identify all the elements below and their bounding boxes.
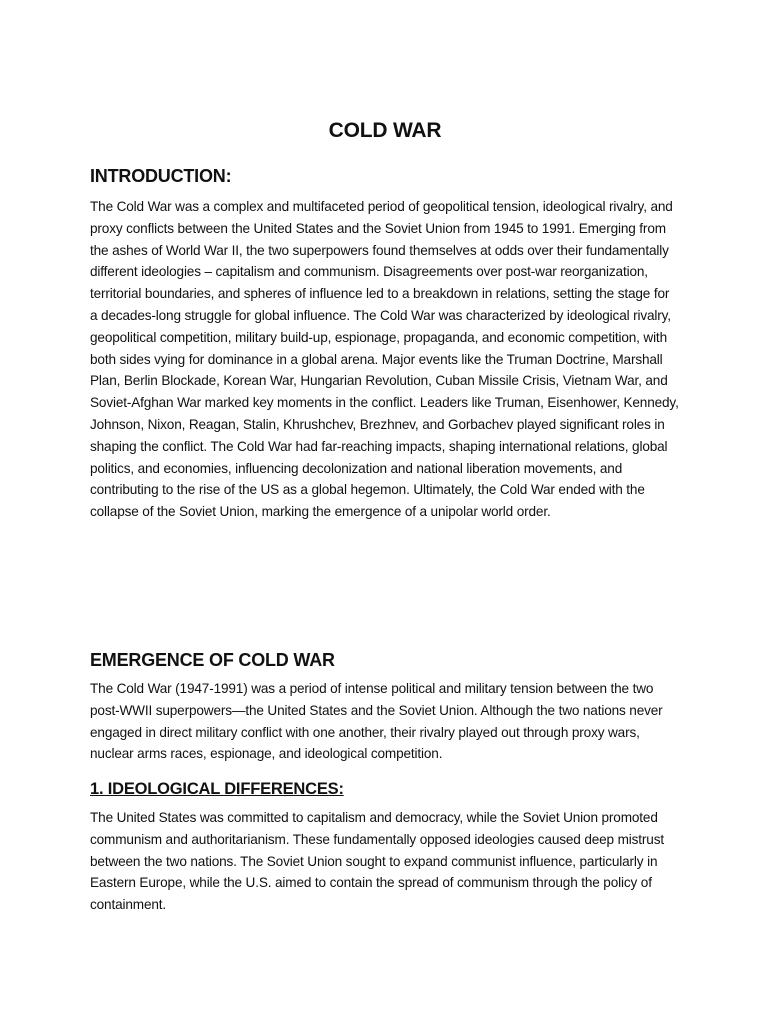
emergence-heading: EMERGENCE OF COLD WAR xyxy=(90,650,335,670)
introduction-heading: INTRODUCTION: xyxy=(90,166,232,186)
introduction-paragraph: The Cold War was a complex and multifaceted period of geopolitical tension, ideological rivalry, and proxy conflicts between the United States and the Soviet Union from 1945 to 1991. Emerging from the ashes of World War II, the two superpowers found themselves at odds over their fundamentally different ideologies – capitalism and communism. Disagreements over post-war reorganization, territorial boundaries, and spheres of influence led to a breakdown in relations, setting the stage for a decades-long struggle for global influence. The Cold War was characterized by ideological rivalry, geopolitical competition, military build-up, espionage, propaganda, and economic competition, with both sides vying for dominance in a global arena. Major events like the Truman Doctrine, Marshall Plan, Berlin Blockade, Korean War, Hungarian Revolution, Cuban Missile Crisis, Vietnam War, and Soviet-Afghan War marked key moments in the conflict. Leaders like Truman, Eisenhower, Kennedy, Johnson, Nixon, Reagan, Stalin, Khrushchev, Brezhnev, and Gorbachev played significant roles in shaping the conflict. The Cold War had far-reaching impacts, shaping international relations, global politics, and economies, influencing decolonization and national liberation movements, and contributing to the rise of the US as a global hegemon. Ultimately, the Cold War ended with the collapse of the Soviet Union, marking the emergence of a unipolar world order. xyxy=(90,199,679,520)
document-title: COLD WAR xyxy=(328,119,442,142)
emergence-paragraph: The Cold War (1947-1991) was a period of intense political and military tension between the two post-WWII superpowers—the United States and the Soviet Union. Although the two nations never engaged in direct military conflict with one another, their rivalry played out through proxy wars, nuclear arms races, espionage, and ideological competition. xyxy=(90,681,663,762)
ideological-differences-paragraph: The United States was committed to capitalism and democracy, while the Soviet Union promoted communism and authoritarianism. These fundamentally opposed ideologies caused deep mistrust between the two nations. The Soviet Union sought to expand communist influence, particularly in Eastern Europe, while the U.S. aimed to contain the spread of communism through the policy of containment. xyxy=(90,810,664,913)
ideological-differences-heading: 1. IDEOLOGICAL DIFFERENCES: xyxy=(90,780,344,798)
